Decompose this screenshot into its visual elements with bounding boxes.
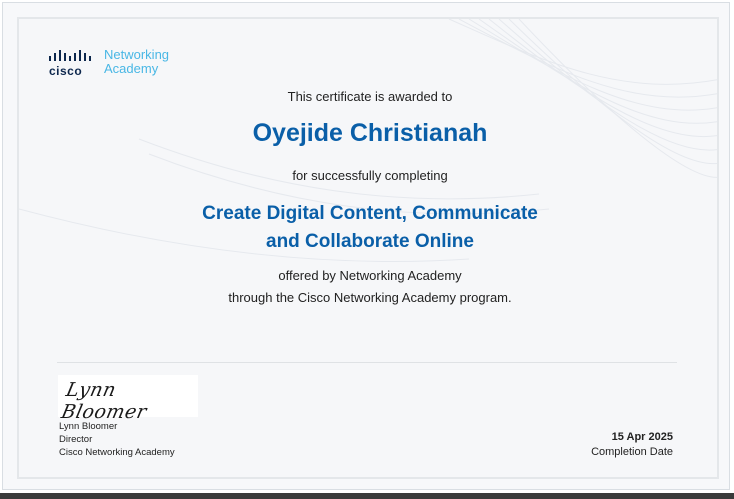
logo-academy: Academy (104, 61, 159, 76)
cisco-bars-icon (49, 50, 101, 64)
signer-name: Lynn Bloomer (59, 421, 118, 432)
completion-date: 15 Apr 2025 (611, 431, 673, 443)
offered-line2: through the Cisco Networking Academy program. (228, 290, 512, 305)
signer-title: Director (59, 434, 93, 445)
recipient-name: Oyejide Christianah (252, 119, 488, 147)
cisco-wordmark: cisco (49, 64, 83, 78)
awarded-text: This certificate is awarded to (287, 89, 453, 104)
course-title-line2: and Collaborate Online (266, 231, 474, 252)
signature-script: Lynn Bloomer (59, 379, 149, 423)
logo-networking: Networking (104, 47, 170, 62)
course-title-line1: Create Digital Content, Communicate (202, 203, 538, 224)
divider (57, 362, 677, 363)
completion-date-label: Completion Date (591, 446, 673, 458)
certificate (17, 17, 719, 479)
offered-by (19, 265, 719, 309)
completing-text: for successfully completing (292, 168, 448, 183)
bottom-bar (0, 493, 734, 499)
course-title (19, 200, 719, 256)
offered-line1: offered by Networking Academy (278, 268, 462, 283)
signature-image (58, 375, 198, 423)
signer-organization: Cisco Networking Academy (59, 447, 175, 458)
